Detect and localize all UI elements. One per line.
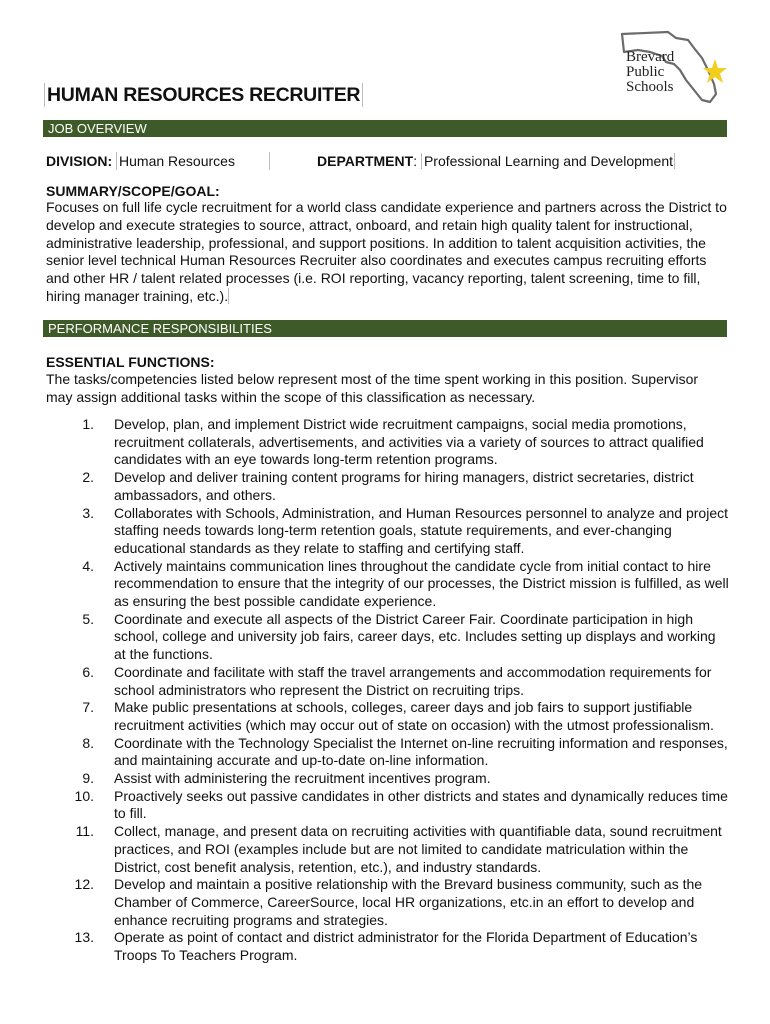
list-item-text: Actively maintains communication lines throughout the candidate cycle from initial contact to hire recommendation to ensure that the integrity of our processes, the District mission is fulfilled, as well as ensuring the best possible candidate experience. xyxy=(114,557,729,610)
list-item-text: Make public presentations at schools, colleges, career days and job fairs to support justifiable recruitment activities (which may occur out of state on occasion) with the utmost professionalism. xyxy=(114,699,714,733)
list-item-number: 4. xyxy=(82,557,94,574)
list-item xyxy=(46,823,730,876)
division-value: Human Resources xyxy=(116,152,270,170)
list-item xyxy=(46,770,730,788)
summary-text xyxy=(46,199,728,306)
department-value: Professional Learning and Development xyxy=(421,153,675,169)
list-item xyxy=(46,664,730,699)
list-item xyxy=(46,611,730,664)
page-title: HUMAN RESOURCES RECRUITER xyxy=(44,83,363,107)
logo-line-schools: Schools xyxy=(626,79,674,95)
list-item-text: Collect, manage, and present data on recruiting activities with quantifiable data, sound recruitment practices, and ROI (examples include but are not limited to candidate matriculation within the District, cost benefit analysis, retention, etc.), and industry standards. xyxy=(114,823,722,875)
essential-functions-heading: ESSENTIAL FUNCTIONS: xyxy=(46,354,215,370)
list-item xyxy=(46,699,730,734)
list-item-text: Coordinate and facilitate with staff the travel arrangements and accommodation requirements for school administrators who represent the District on recruiting trips. xyxy=(114,663,712,698)
list-item-number: 10. xyxy=(74,787,94,804)
list-item-text: Operate as point of contact and district administrator for the Florida Department of Education’s Troops To Teachers Program. xyxy=(114,929,698,964)
department-label: DEPARTMENT xyxy=(317,153,414,169)
list-item xyxy=(46,735,730,770)
list-item-text: Coordinate and execute all aspects of the District Career Fair. Coordinate participation in high school, college and university job fairs, career days, etc. Includes setting up displays and working at the functions. xyxy=(114,610,716,663)
list-item-number: 3. xyxy=(82,504,94,521)
list-item-text: Assist with administering the recruitment incentives program. xyxy=(114,770,491,787)
logo-line-public: Public xyxy=(626,64,665,80)
list-item-number: 8. xyxy=(82,734,94,751)
list-item-number: 11. xyxy=(75,823,94,840)
list-item-text: Develop and maintain a positive relationship with the Brevard business community, such as the Chamber of Commerce, CareerSource, local HR organizations, etc.in an effort to develop and enhance recruiting programs and strategies. xyxy=(114,876,703,928)
list-item-number: 2. xyxy=(82,469,94,486)
list-item-number: 13. xyxy=(74,929,94,946)
list-item-text: Collaborates with Schools, Administration, and Human Resources personnel to analyze and project staffing needs towards long-term retention goals, statute requirements, and ever-changing educational standards as they relate to staffing and certifying staff. xyxy=(114,504,729,556)
list-item xyxy=(46,788,730,823)
summary-heading: SUMMARY/SCOPE/GOAL: xyxy=(46,183,220,199)
list-item-number: 12. xyxy=(74,876,94,893)
brevard-public-schools-logo xyxy=(610,28,728,106)
list-item-number: 7. xyxy=(82,699,94,716)
list-item-number: 5. xyxy=(82,610,94,627)
department-colon: : xyxy=(413,153,418,169)
list-item xyxy=(46,469,730,504)
list-item-text: Coordinate with the Technology Specialist the Internet on-line recruiting information and responses, and maintaining accurate and up-to-date on-line information. xyxy=(114,734,728,769)
list-item-text: Proactively seeks out passive candidates in other districts and states and dynamically reduces time to fill. xyxy=(114,787,728,822)
list-item-number: 9. xyxy=(82,770,94,787)
star-icon xyxy=(702,58,728,84)
essential-functions-intro: The tasks/competencies listed below represent most of the time spent working in this position. Supervisor may assign additional tasks within the scope of this classification as necessary. xyxy=(46,371,699,405)
essential-functions-list xyxy=(46,416,730,965)
list-item xyxy=(46,505,730,558)
list-item xyxy=(46,558,730,611)
department-field xyxy=(317,152,675,170)
logo-line-brevard: Brevard xyxy=(626,49,675,65)
section-bar-performance: PERFORMANCE RESPONSIBILITIES xyxy=(43,320,727,337)
list-item xyxy=(46,876,730,929)
section-bar-job-overview: JOB OVERVIEW xyxy=(43,120,727,137)
list-item xyxy=(46,416,730,469)
division-field xyxy=(46,152,270,170)
list-item-text: Develop, plan, and implement District wide recruitment campaigns, social media promotions, recruitment collaterals, advertisements, and activities via a variety of sources to attract qualified candidates with an eye towards long-term retention programs. xyxy=(114,416,704,468)
list-item-number: 1. xyxy=(82,416,94,432)
list-item-number: 6. xyxy=(82,663,94,680)
summary-text-content: Focuses on full life cycle recruitment for a world class candidate experience and partners across the District to develop and execute strategies to source, attract, onboard, and retain high quality talent for instructional, administrative leadership, professional, and support positions. In addition to talent acquisition activities, the senior level technical Human Resources Recruiter also coordinates and executes campus recruiting efforts and other HR / talent related processes (i.e. ROI reporting, vacancy reporting, talent screening, time to fill, hiring manager training, etc.). xyxy=(46,199,727,304)
list-item xyxy=(46,929,730,964)
division-label: DIVISION: xyxy=(46,153,113,169)
list-item-text: Develop and deliver training content programs for hiring managers, district secretaries, district ambassadors, and others. xyxy=(114,469,694,503)
